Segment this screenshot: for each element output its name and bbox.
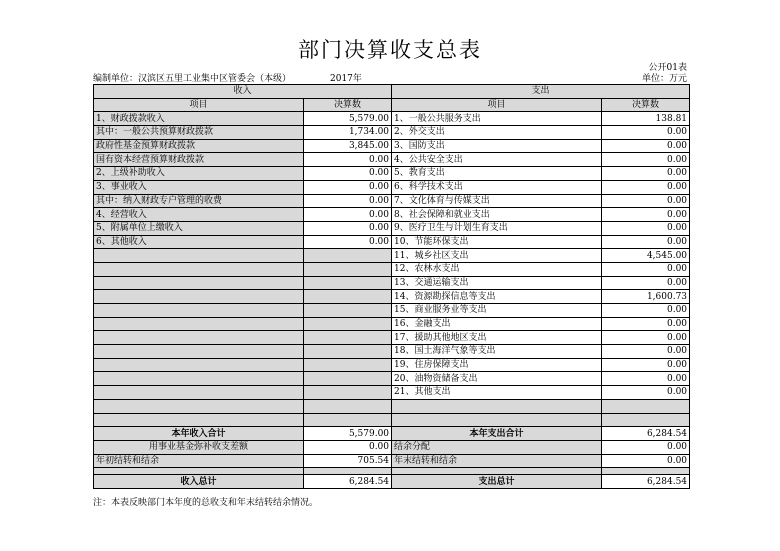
expense-item-label: 18、国土海洋气象等支出 <box>392 345 602 359</box>
empty-cell <box>392 468 602 475</box>
empty-cell <box>304 331 392 345</box>
expense-item-label: 4、公共安全支出 <box>392 153 602 167</box>
income-item-label: 政府性基金预算财政拨款 <box>94 139 304 153</box>
table-row <box>94 126 690 140</box>
expense-item-value: 0.00 <box>602 345 690 359</box>
empty-cell <box>304 249 392 263</box>
empty-cell <box>304 262 392 276</box>
footnote: 注：本表反映部门本年度的总收支和年末结转结余情况。 <box>93 498 319 508</box>
expense-item-value: 138.81 <box>602 112 690 126</box>
blank-row <box>94 399 690 413</box>
expense-grand-value: 6,284.54 <box>602 475 690 489</box>
expense-item-value: 0.00 <box>602 208 690 222</box>
income-item-value: 5,579.00 <box>304 112 392 126</box>
empty-cell <box>304 317 392 331</box>
income-item-header: 项目 <box>94 98 304 112</box>
empty-cell <box>94 276 304 290</box>
expense-item-label: 8、社会保障和就业支出 <box>392 208 602 222</box>
fund-value: 0.00 <box>304 440 392 454</box>
income-item-value: 0.00 <box>304 167 392 181</box>
meta-line <box>93 71 687 83</box>
expense-item-label: 2、外交支出 <box>392 126 602 140</box>
expense-item-value: 0.00 <box>602 194 690 208</box>
empty-cell <box>602 468 690 475</box>
income-grand-label: 收入总计 <box>94 475 304 489</box>
empty-cell <box>94 331 304 345</box>
income-item-label: 2、上级补助收入 <box>94 167 304 181</box>
empty-cell <box>94 468 304 475</box>
expense-total-value: 6,284.54 <box>602 427 690 441</box>
table-row <box>94 194 690 208</box>
money-unit: 单位：万元 <box>641 74 687 84</box>
expense-item-value: 0.00 <box>602 262 690 276</box>
expense-item-label: 6、科学技术支出 <box>392 180 602 194</box>
table-row <box>94 331 690 345</box>
empty-cell <box>602 399 690 413</box>
income-amount-header: 决算数 <box>304 98 392 112</box>
expense-item-label: 15、商业服务业等支出 <box>392 304 602 318</box>
table-row <box>94 317 690 331</box>
expense-item-value: 4,545.00 <box>602 249 690 263</box>
income-item-value: 0.00 <box>304 194 392 208</box>
expense-item-value: 0.00 <box>602 126 690 140</box>
table-row <box>94 290 690 304</box>
year-label: 2017年 <box>330 74 362 84</box>
empty-cell <box>94 399 304 413</box>
unit-label: 编制单位：汉滨区五里工业集中区管委会（本级） <box>93 74 292 84</box>
table-row <box>94 276 690 290</box>
fund-row <box>94 440 690 454</box>
table-row <box>94 304 690 318</box>
expense-item-value: 0.00 <box>602 139 690 153</box>
dist-value: 0.00 <box>602 440 690 454</box>
form-number: 公开01表 <box>648 63 687 73</box>
table-row <box>94 180 690 194</box>
budget-table <box>93 84 690 489</box>
income-expense-total-row <box>94 427 690 441</box>
income-item-label: 3、事业收入 <box>94 180 304 194</box>
expense-item-label: 17、援助其他地区支出 <box>392 331 602 345</box>
empty-cell <box>94 386 304 400</box>
empty-cell <box>94 262 304 276</box>
expense-item-label: 19、住房保障支出 <box>392 358 602 372</box>
dist-label: 结余分配 <box>392 440 602 454</box>
table-row <box>94 262 690 276</box>
income-item-label: 6、其他收入 <box>94 235 304 249</box>
income-header: 收入 <box>94 85 392 99</box>
income-item-label: 其中：一般公共预算财政拨款 <box>94 126 304 140</box>
income-item-label: 5、附属单位上缴收入 <box>94 221 304 235</box>
table-row <box>94 112 690 126</box>
expense-item-value: 1,600.73 <box>602 290 690 304</box>
empty-cell <box>304 304 392 318</box>
empty-cell <box>392 399 602 413</box>
expense-amount-header: 决算数 <box>602 98 690 112</box>
empty-cell <box>94 345 304 359</box>
expense-item-label: 11、城乡社区支出 <box>392 249 602 263</box>
expense-item-label: 9、医疗卫生与计划生育支出 <box>392 221 602 235</box>
expense-item-label: 10、节能环保支出 <box>392 235 602 249</box>
fund-label: 用事业基金弥补收支差额 <box>94 440 304 454</box>
empty-cell <box>602 413 690 427</box>
expense-item-value: 0.00 <box>602 276 690 290</box>
expense-item-value: 0.00 <box>602 153 690 167</box>
empty-cell <box>94 413 304 427</box>
empty-cell <box>304 413 392 427</box>
expense-item-label: 1、一般公共服务支出 <box>392 112 602 126</box>
expense-item-value: 0.00 <box>602 221 690 235</box>
expense-item-value: 0.00 <box>602 167 690 181</box>
gap-row <box>94 468 690 475</box>
empty-cell <box>94 358 304 372</box>
header-row-1 <box>94 85 690 99</box>
income-item-label: 国有资本经营预算财政拨款 <box>94 153 304 167</box>
expense-item-value: 0.00 <box>602 386 690 400</box>
expense-header: 支出 <box>392 85 690 99</box>
expense-item-value: 0.00 <box>602 331 690 345</box>
income-item-value: 0.00 <box>304 208 392 222</box>
expense-item-label: 5、教育支出 <box>392 167 602 181</box>
empty-cell <box>304 386 392 400</box>
expense-total-label: 本年支出合计 <box>392 427 602 441</box>
income-item-label: 4、经营收入 <box>94 208 304 222</box>
table-row <box>94 235 690 249</box>
table-row <box>94 221 690 235</box>
table-row <box>94 139 690 153</box>
expense-item-value: 0.00 <box>602 180 690 194</box>
expense-item-value: 0.00 <box>602 317 690 331</box>
expense-item-label: 14、资源勘探信息等支出 <box>392 290 602 304</box>
table-row <box>94 372 690 386</box>
expense-item-value: 0.00 <box>602 304 690 318</box>
empty-cell <box>304 290 392 304</box>
carry-out-label: 年末结转和结余 <box>392 454 602 468</box>
expense-item-header: 项目 <box>392 98 602 112</box>
header-row-2 <box>94 98 690 112</box>
empty-cell <box>94 290 304 304</box>
empty-cell <box>304 276 392 290</box>
empty-cell <box>304 468 392 475</box>
table-row <box>94 208 690 222</box>
income-item-label: 其中：纳入财政专户管理的收费 <box>94 194 304 208</box>
table-row <box>94 358 690 372</box>
income-item-value: 3,845.00 <box>304 139 392 153</box>
income-total-label: 本年收入合计 <box>94 427 304 441</box>
page-title: 部门决算收支总表 <box>298 38 482 62</box>
empty-cell <box>304 358 392 372</box>
grand-total-row <box>94 475 690 489</box>
expense-item-label: 3、国防支出 <box>392 139 602 153</box>
carry-in-label: 年初结转和结余 <box>94 454 304 468</box>
table-row <box>94 167 690 181</box>
expense-item-label: 12、农林水支出 <box>392 262 602 276</box>
empty-cell <box>94 249 304 263</box>
empty-cell <box>304 399 392 413</box>
carry-row <box>94 454 690 468</box>
expense-item-label: 16、金融支出 <box>392 317 602 331</box>
table-row <box>94 386 690 400</box>
expense-item-value: 0.00 <box>602 235 690 249</box>
expense-item-label: 21、其他支出 <box>392 386 602 400</box>
table-row <box>94 153 690 167</box>
income-item-value: 0.00 <box>304 221 392 235</box>
empty-cell <box>94 372 304 386</box>
carry-in-value: 705.54 <box>304 454 392 468</box>
expense-item-value: 0.00 <box>602 372 690 386</box>
income-item-label: 1、财政拨款收入 <box>94 112 304 126</box>
carry-out-value: 0.00 <box>602 454 690 468</box>
income-item-value: 1,734.00 <box>304 126 392 140</box>
expense-item-value: 0.00 <box>602 358 690 372</box>
income-item-value: 0.00 <box>304 235 392 249</box>
income-item-value: 0.00 <box>304 180 392 194</box>
empty-cell <box>304 372 392 386</box>
expense-grand-label: 支出总计 <box>392 475 602 489</box>
income-item-value: 0.00 <box>304 153 392 167</box>
income-total-value: 5,579.00 <box>304 427 392 441</box>
empty-cell <box>94 317 304 331</box>
income-grand-value: 6,284.54 <box>304 475 392 489</box>
expense-item-label: 7、文化体育与传媒支出 <box>392 194 602 208</box>
table-row <box>94 345 690 359</box>
blank-row <box>94 413 690 427</box>
empty-cell <box>94 304 304 318</box>
table-row <box>94 249 690 263</box>
expense-item-label: 13、交通运输支出 <box>392 276 602 290</box>
empty-cell <box>392 413 602 427</box>
empty-cell <box>304 345 392 359</box>
expense-item-label: 20、油物资储备支出 <box>392 372 602 386</box>
